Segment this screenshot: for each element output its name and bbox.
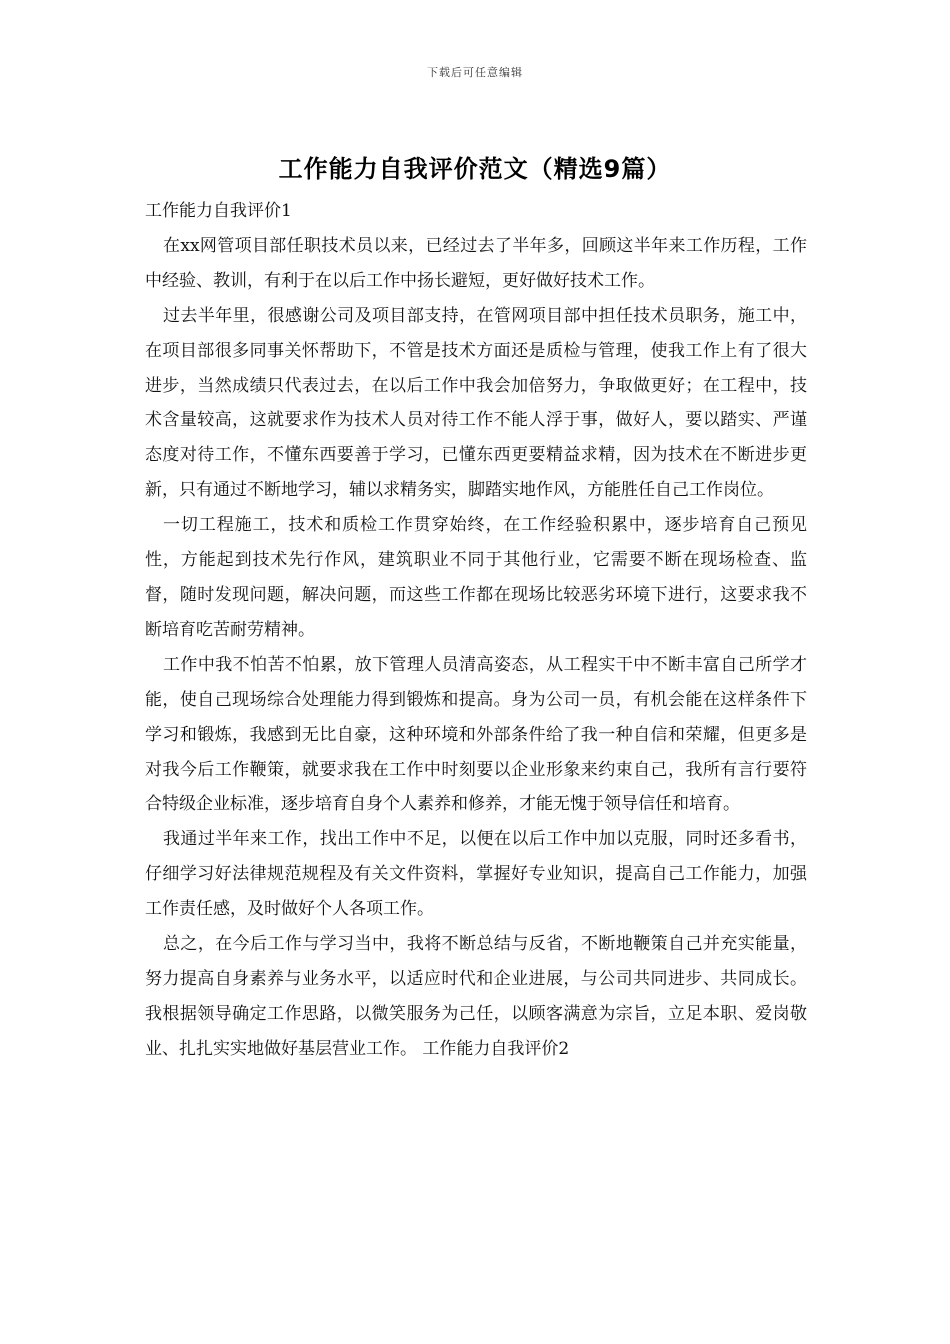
paragraph: 我通过半年来工作，找出工作中不足，以便在以后工作中加以克服，同时还多看书，仔细学习好法律规范规程及有关文件资料，掌握好专业知识，提高自己工作能力，加强工作责任感，及时做好个人各项工作。 (145, 829, 807, 920)
paragraph: 过去半年里，很感谢公司及项目部支持，在管网项目部中担任技术员职务，施工中，在项目部很多同事关怀帮助下，不管是技术方面还是质检与管理，使我工作上有了很大进步，当然成绩只代表过去，在以后工作中我会加倍努力，争取做更好；在工程中，技术含量较高，这就要求作为技术人员对待工作不能人浮于事，做好人，要以踏实、严谨态度对待工作，不懂东西要善于学习，已懂东西更要精益求精，因为技术在不断进步更新，只有通过不断地学习，辅以求精务实，脚踏实地作风，方能胜任自己工作岗位。 (145, 305, 807, 501)
section-heading: 工作能力自我评价1 (145, 201, 292, 221)
header-note: 下载后可任意编辑 (427, 66, 523, 79)
paragraph: 工作中我不怕苦不怕累，放下管理人员清高姿态，从工程实干中不断丰富自己所学才能，使自己现场综合处理能力得到锻炼和提高。身为公司一员，有机会能在这样条件下学习和锻炼，我感到无比自豪，这种环境和外部条件给了我一种自信和荣耀，但更多是对我今后工作鞭策，就要求我在工作中时刻要以企业形象来约束自己，我所有言行要符合特级企业标准，逐步培育自身个人素养和修养，才能无愧于领导信任和培育。 (145, 654, 807, 815)
paragraph: 一切工程施工，技术和质检工作贯穿始终，在工作经验积累中，逐步培育自己预见性，方能起到技术先行作风，建筑职业不同于其他行业，它需要不断在现场检查、监督，随时发现问题，解决问题，而这些工作都在现场比较恶劣环境下进行，这要求我不断培育吃苦耐劳精神。 (145, 515, 807, 640)
document-body (145, 194, 807, 1067)
document-title: 工作能力自我评价范文（精选9篇） (278, 155, 672, 183)
paragraph: 总之，在今后工作与学习当中，我将不断总结与反省，不断地鞭策自己并充实能量，努力提高自身素养与业务水平，以适应时代和企业进展，与公司共同进步、共同成长。我根据领导确定工作思路，以微笑服务为己任，以顾客满意为宗旨，立足本职、爱岗敬业、扎扎实实地做好基层营业工作。 工作能力自我评价2 (145, 934, 807, 1059)
paragraph: 在xx网管项目部任职技术员以来，已经过去了半年多，回顾这半年来工作历程，工作中经验、教训，有利于在以后工作中扬长避短，更好做好技术工作。 (145, 235, 807, 291)
